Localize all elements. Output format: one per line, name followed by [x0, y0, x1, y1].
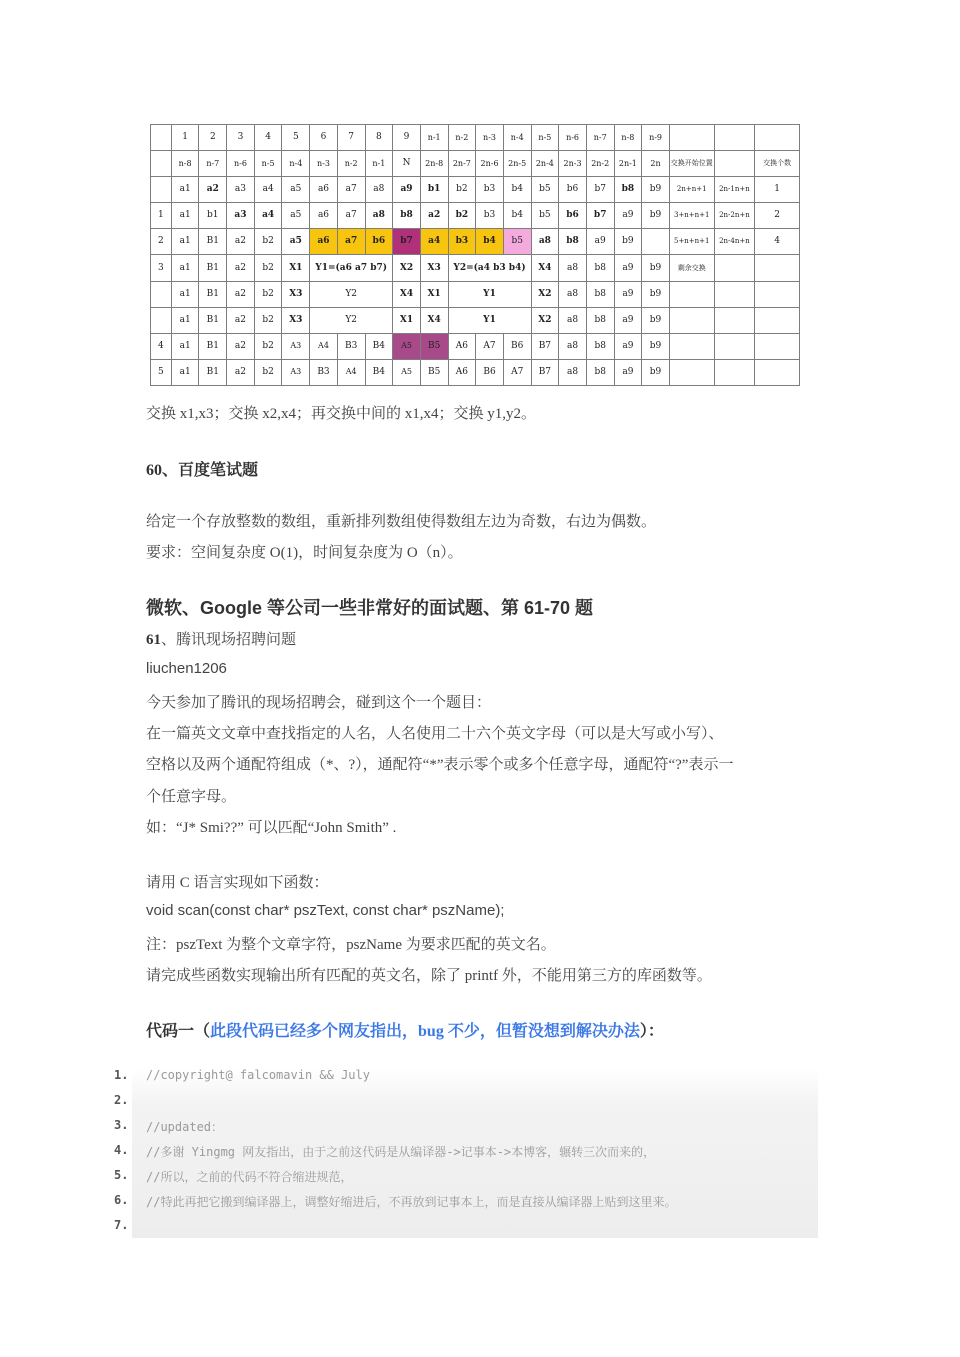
grid-cell: Y1=(a6 a7 b7) — [310, 255, 393, 281]
grid-cell: 2n-1n+n — [714, 177, 755, 203]
grid-cell: b9 — [642, 281, 670, 307]
grid-cell: n-1 — [365, 151, 393, 177]
grid-cell — [755, 359, 800, 385]
grid-cell — [755, 281, 800, 307]
grid-cell: a8 — [365, 203, 393, 229]
grid-cell: 6 — [310, 125, 338, 151]
grid-cell: A5 — [393, 333, 421, 359]
grid-cell: 7 — [337, 125, 365, 151]
grid-cell: 8 — [365, 125, 393, 151]
grid-cell: b2 — [254, 307, 282, 333]
grid-cell — [714, 359, 755, 385]
grid-cell: A4 — [337, 359, 365, 385]
grid-cell: B1 — [199, 255, 227, 281]
line-number: 5. — [114, 1168, 129, 1182]
q60-description: 给定一个存放整数的数组，重新排列数组使得数组左边为奇数，右边为偶数。 — [146, 514, 657, 530]
grid-cell: b6 — [365, 229, 393, 255]
grid-cell: b2 — [254, 281, 282, 307]
grid-cell: n-7 — [586, 125, 614, 151]
grid-cell: n-6 — [227, 151, 255, 177]
grid-cell: n-6 — [559, 125, 587, 151]
grid-cell: a2 — [227, 281, 255, 307]
grid-cell — [642, 229, 670, 255]
code-line — [0, 1068, 818, 1093]
grid-cell: a1 — [171, 177, 199, 203]
code-line — [0, 1118, 818, 1143]
grid-cell: a2 — [227, 307, 255, 333]
grid-cell: 2n-7 — [448, 151, 476, 177]
grid-cell: b1 — [420, 177, 448, 203]
paragraph-2: 在一篇英文文章中查找指定的人名，人名使用二十六个英文字母（可以是大写或小写）、 — [146, 726, 724, 742]
grid-cell: 剩余交换 — [669, 255, 714, 281]
grid-row — [151, 125, 800, 151]
grid-cell: b8 — [586, 359, 614, 385]
grid-cell: X3 — [282, 281, 310, 307]
paragraph-4: 个任意字母。 — [146, 789, 237, 805]
grid-cell: n-5 — [531, 125, 559, 151]
grid-cell: n-3 — [476, 125, 504, 151]
grid-cell: 4 — [151, 333, 172, 359]
grid-cell — [151, 281, 172, 307]
grid-cell: b4 — [503, 177, 531, 203]
grid-cell: b2 — [448, 203, 476, 229]
grid-cell: 2n-2n+n — [714, 203, 755, 229]
grid-cell: X4 — [531, 255, 559, 281]
grid-cell: a4 — [254, 177, 282, 203]
grid-cell: 2n-5 — [503, 151, 531, 177]
grid-cell: n-7 — [199, 151, 227, 177]
q60-title: 60、百度笔试题 — [146, 462, 259, 479]
grid-cell: 4 — [755, 229, 800, 255]
grid-cell: Y1 — [448, 307, 531, 333]
grid-row — [151, 281, 800, 307]
grid-cell: X1 — [282, 255, 310, 281]
grid-cell: b4 — [503, 203, 531, 229]
line-number: 2. — [114, 1093, 129, 1107]
grid-cell: B7 — [531, 359, 559, 385]
grid-cell: b2 — [254, 359, 282, 385]
grid-cell: B4 — [365, 359, 393, 385]
grid-cell: b6 — [559, 203, 587, 229]
code-heading-suffix: ）： — [639, 1023, 664, 1040]
grid-cell: X2 — [531, 307, 559, 333]
grid-cell: a8 — [559, 255, 587, 281]
grid-cell: B6 — [476, 359, 504, 385]
grid-cell: 5+n+n+1 — [669, 229, 714, 255]
grid-cell: B1 — [199, 281, 227, 307]
grid-cell: b2 — [254, 229, 282, 255]
grid-cell: X4 — [420, 307, 448, 333]
grid-cell: 2n-6 — [476, 151, 504, 177]
grid-cell: 2 — [151, 229, 172, 255]
grid-cell: a8 — [559, 307, 587, 333]
grid-cell — [755, 333, 800, 359]
grid-cell — [669, 359, 714, 385]
code-line — [0, 1143, 818, 1168]
grid-cell: a2 — [227, 229, 255, 255]
grid-cell: b9 — [642, 359, 670, 385]
q61-number: 61 — [146, 632, 161, 648]
code-line — [0, 1168, 818, 1193]
paragraph-1: 今天参加了腾讯的现场招聘会，碰到这个一个题目： — [146, 695, 492, 711]
grid-cell — [714, 307, 755, 333]
section-title: 微软、Google 等公司一些非常好的面试题、第 61-70 题 — [146, 598, 594, 618]
grid-cell: 2n-2 — [586, 151, 614, 177]
grid-cell: b7 — [586, 203, 614, 229]
grid-cell: b5 — [531, 177, 559, 203]
grid-cell: a2 — [227, 255, 255, 281]
grid-cell — [714, 151, 755, 177]
grid-cell — [669, 333, 714, 359]
grid-cell: b2 — [254, 333, 282, 359]
grid-cell — [669, 307, 714, 333]
paragraph-3: 空格以及两个通配符组成（*、?），通配符“*”表示零个或多个任意字母，通配符“?”表示一 — [146, 757, 734, 773]
grid-cell — [151, 307, 172, 333]
grid-cell: X2 — [393, 255, 421, 281]
grid-cell: B4 — [365, 333, 393, 359]
grid-cell: Y2=(a4 b3 b4) — [448, 255, 531, 281]
grid-cell: 交换开始位置 — [669, 151, 714, 177]
grid-cell: a8 — [559, 333, 587, 359]
swap-note: 交换 x1,x3；交换 x2,x4；再交换中间的 x1,x4；交换 y1,y2。 — [146, 406, 537, 422]
grid-cell: a9 — [614, 203, 642, 229]
grid-cell: A3 — [282, 333, 310, 359]
grid-cell: a1 — [171, 307, 199, 333]
grid-cell — [755, 255, 800, 281]
grid-cell: B6 — [503, 333, 531, 359]
grid-cell: b2 — [254, 255, 282, 281]
grid-cell — [669, 281, 714, 307]
grid-cell: Y1 — [448, 281, 531, 307]
task-line: 请用 C 语言实现如下函数： — [146, 875, 329, 891]
grid-cell: b9 — [642, 177, 670, 203]
grid-cell: a1 — [171, 255, 199, 281]
grid-row — [151, 307, 800, 333]
grid-cell: b9 — [642, 203, 670, 229]
grid-cell: a9 — [614, 333, 642, 359]
grid-cell: b8 — [393, 203, 421, 229]
grid-cell: n-2 — [448, 125, 476, 151]
grid-cell: a5 — [282, 203, 310, 229]
grid-cell: 9 — [393, 125, 421, 151]
grid-cell: b8 — [586, 307, 614, 333]
grid-cell: b6 — [559, 177, 587, 203]
code-line — [0, 1093, 818, 1118]
grid-cell: b4 — [476, 229, 504, 255]
grid-cell: a8 — [365, 177, 393, 203]
grid-cell: 2n-1 — [614, 151, 642, 177]
grid-cell: a9 — [586, 229, 614, 255]
grid-cell: b8 — [586, 281, 614, 307]
grid-cell: 1 — [171, 125, 199, 151]
grid-cell: 5 — [282, 125, 310, 151]
grid-cell: n-4 — [503, 125, 531, 151]
grid-cell: a1 — [171, 333, 199, 359]
grid-cell: n-2 — [337, 151, 365, 177]
grid-cell: b9 — [614, 229, 642, 255]
grid-cell: B3 — [310, 359, 338, 385]
grid-cell: n-4 — [282, 151, 310, 177]
function-signature: void scan(const char* pszText, const char* pszName); — [146, 902, 505, 919]
grid-row — [151, 229, 800, 255]
grid-cell: A5 — [393, 359, 421, 385]
grid-cell: X1 — [420, 281, 448, 307]
grid-cell: a9 — [614, 307, 642, 333]
line-number: 3. — [114, 1118, 129, 1132]
grid-cell: 3 — [151, 255, 172, 281]
grid-cell: a3 — [227, 203, 255, 229]
code-text: //特此再把它搬到编译器上，调整好缩进后，不再放到记事本上，而是直接从编译器上贴到这里来。 — [146, 1195, 677, 1209]
grid-cell: n-9 — [642, 125, 670, 151]
grid-cell: b9 — [642, 333, 670, 359]
grid-cell: Y2 — [310, 281, 393, 307]
grid-cell: 3+n+n+1 — [669, 203, 714, 229]
code-text: //所以，之前的代码不符合缩进规范， — [146, 1170, 353, 1184]
grid-cell: a5 — [282, 229, 310, 255]
grid-cell: 2n — [642, 151, 670, 177]
grid-cell: 2 — [755, 203, 800, 229]
grid-row — [151, 151, 800, 177]
grid-cell: B1 — [199, 359, 227, 385]
q60-requirement: 要求：空间复杂度 O(1)，时间复杂度为 O（n）。 — [146, 545, 463, 561]
grid-cell: b7 — [393, 229, 421, 255]
grid-cell: Y2 — [310, 307, 393, 333]
swap-grid-table — [150, 124, 800, 386]
grid-cell — [714, 255, 755, 281]
grid-row — [151, 255, 800, 281]
grid-cell: a9 — [614, 255, 642, 281]
grid-cell: a9 — [614, 359, 642, 385]
grid-cell: n-1 — [420, 125, 448, 151]
grid-cell: a2 — [199, 177, 227, 203]
grid-cell: a6 — [310, 203, 338, 229]
grid-cell: a3 — [227, 177, 255, 203]
grid-row — [151, 333, 800, 359]
grid-cell: a7 — [337, 177, 365, 203]
grid-cell: 2 — [199, 125, 227, 151]
grid-cell: B1 — [199, 307, 227, 333]
grid-cell: a4 — [254, 203, 282, 229]
grid-cell: A6 — [448, 359, 476, 385]
grid-cell: b8 — [614, 177, 642, 203]
swap-grid-figure — [150, 124, 800, 386]
grid-cell: N — [393, 151, 421, 177]
grid-cell: a5 — [282, 177, 310, 203]
code-text: //多谢 Yingmg 网友指出，由于之前这代码是从编译器->记事本->本博客，辗转三次而来的， — [146, 1145, 656, 1159]
grid-cell: B5 — [420, 333, 448, 359]
author-name: liuchen1206 — [146, 660, 227, 677]
grid-cell: X4 — [393, 281, 421, 307]
grid-cell: A6 — [448, 333, 476, 359]
grid-cell: a4 — [420, 229, 448, 255]
grid-cell: a1 — [171, 359, 199, 385]
grid-cell: a8 — [559, 281, 587, 307]
grid-cell — [755, 125, 800, 151]
grid-cell: B1 — [199, 229, 227, 255]
grid-cell: a8 — [559, 359, 587, 385]
grid-cell — [151, 151, 172, 177]
grid-cell: B5 — [420, 359, 448, 385]
grid-cell: 2n-3 — [559, 151, 587, 177]
grid-cell: a2 — [227, 359, 255, 385]
grid-cell: X3 — [282, 307, 310, 333]
example-line: 如：“J* Smi??” 可以匹配“John Smith” . — [146, 820, 397, 836]
grid-cell: a9 — [393, 177, 421, 203]
note-line: 注：pszText 为整个文章字符，pszName 为要求匹配的英文名。 — [146, 937, 556, 953]
grid-cell: B7 — [531, 333, 559, 359]
grid-row — [151, 177, 800, 203]
grid-row — [151, 359, 800, 385]
grid-cell — [151, 177, 172, 203]
line-number: 6. — [114, 1193, 129, 1207]
grid-cell — [714, 125, 755, 151]
code-text: //copyright@ falcomavin && July — [146, 1068, 370, 1082]
grid-cell: B1 — [199, 333, 227, 359]
grid-cell: b9 — [642, 307, 670, 333]
grid-cell: 1 — [151, 203, 172, 229]
grid-cell: b5 — [531, 203, 559, 229]
grid-cell: b3 — [476, 177, 504, 203]
code-heading-note: 此段代码已经多个网友指出，bug 不少，但暂没想到解决办法 — [210, 1023, 640, 1040]
grid-cell — [669, 125, 714, 151]
code-line — [0, 1218, 818, 1243]
grid-cell: 1 — [755, 177, 800, 203]
line-number: 4. — [114, 1143, 129, 1157]
grid-cell — [714, 281, 755, 307]
code-heading-prefix: 代码一（ — [146, 1023, 211, 1040]
grid-cell: A4 — [310, 333, 338, 359]
grid-cell: B3 — [337, 333, 365, 359]
grid-cell: a9 — [614, 281, 642, 307]
grid-cell: b5 — [503, 229, 531, 255]
grid-cell — [755, 307, 800, 333]
grid-cell: b8 — [586, 255, 614, 281]
grid-cell: a1 — [171, 203, 199, 229]
grid-cell: A7 — [503, 359, 531, 385]
grid-cell — [714, 333, 755, 359]
grid-cell: 3 — [227, 125, 255, 151]
q61-heading — [146, 628, 296, 649]
grid-cell: n-8 — [171, 151, 199, 177]
code-heading — [146, 1018, 664, 1041]
line-number: 1. — [114, 1068, 129, 1082]
grid-cell: a7 — [337, 229, 365, 255]
grid-cell: X2 — [531, 281, 559, 307]
grid-cell: a2 — [227, 333, 255, 359]
grid-cell: n-8 — [614, 125, 642, 151]
grid-cell: 2n+n+1 — [669, 177, 714, 203]
grid-cell: 2n-4n+n — [714, 229, 755, 255]
grid-cell: b8 — [586, 333, 614, 359]
grid-cell: X1 — [393, 307, 421, 333]
grid-cell: a2 — [420, 203, 448, 229]
grid-cell: n-5 — [254, 151, 282, 177]
grid-cell: 4 — [254, 125, 282, 151]
q61-title: 、腾讯现场招聘问题 — [161, 632, 297, 648]
grid-cell: 交换个数 — [755, 151, 800, 177]
grid-cell: b2 — [448, 177, 476, 203]
grid-cell: a1 — [171, 281, 199, 307]
grid-cell: 5 — [151, 359, 172, 385]
grid-cell: n-3 — [310, 151, 338, 177]
grid-cell: 2n-4 — [531, 151, 559, 177]
grid-cell: b7 — [586, 177, 614, 203]
grid-cell: A3 — [282, 359, 310, 385]
code-text: //updated： — [146, 1120, 224, 1134]
line-number: 7. — [114, 1218, 129, 1232]
code-line — [0, 1193, 818, 1218]
grid-cell: X3 — [420, 255, 448, 281]
grid-cell: b9 — [642, 255, 670, 281]
grid-cell: b3 — [448, 229, 476, 255]
grid-cell: b1 — [199, 203, 227, 229]
grid-cell: 2n-8 — [420, 151, 448, 177]
grid-cell: b3 — [476, 203, 504, 229]
grid-row — [151, 203, 800, 229]
grid-cell: a6 — [310, 229, 338, 255]
grid-cell: A7 — [476, 333, 504, 359]
grid-cell: a8 — [531, 229, 559, 255]
grid-cell: b8 — [559, 229, 587, 255]
grid-cell: a6 — [310, 177, 338, 203]
grid-cell — [151, 125, 172, 151]
requirement-line: 请完成些函数实现输出所有匹配的英文名，除了 printf 外，不能用第三方的库函数等。 — [146, 968, 712, 984]
grid-cell: a7 — [337, 203, 365, 229]
grid-cell: a1 — [171, 229, 199, 255]
